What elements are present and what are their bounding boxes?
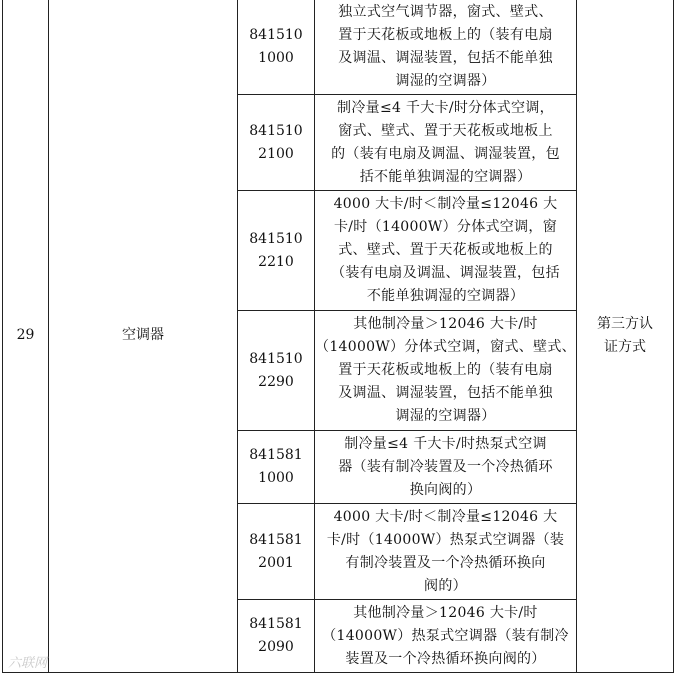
hs-code-cell: 841510 1000: [238, 0, 315, 95]
product-description-cell: 制冷量≤4 千大卡/时热泵式空调 器（装有制冷装置及一个冷热循环 换向阀的）: [315, 431, 577, 504]
hs-code-cell: 841581 2090: [238, 600, 315, 673]
hs-code-cell: 841510 2100: [238, 95, 315, 191]
product-description-cell: 4000 大卡/时＜制冷量≤12046 大 卡/时（14000W）热泵式空调器（装 有制冷装置及一个冷热循环换向 阀的）: [315, 504, 577, 600]
hs-code-cell: 841510 2210: [238, 191, 315, 311]
product-description-cell: 制冷量≤4 千大卡/时分体式空调， 窗式、壁式、置于天花板或地板上 的（装有电扇及调温、调湿装置，包 括不能单独调湿的空调器）: [315, 95, 577, 191]
product-description-cell: 其他制冷量＞12046 大卡/时 （14000W）分体式空调，窗式、壁式、 置于天花板或地板上的（装有电扇 及调温、调湿装置，包括不能单独 调湿的空调器）: [315, 311, 577, 431]
product-name-cell: 空调器: [49, 0, 238, 673]
product-description-cell: 其他制冷量＞12046 大卡/时 （14000W）热泵式空调器（装有制冷 装置及一个冷热循环换向阀的）: [315, 600, 577, 673]
product-description-cell: 独立式空气调节器，窗式、壁式、 置于天花板或地板上的（装有电扇 及调温、调湿装置，包括不能单独 调湿的空调器）: [315, 0, 577, 95]
certification-method-cell: 第三方认 证方式: [577, 0, 674, 673]
hs-code-cell: 841581 1000: [238, 431, 315, 504]
product-description-cell: 4000 大卡/时＜制冷量≤12046 大 卡/时（14000W）分体式空调，窗 式、壁式、置于天花板或地板上的 （装有电扇及调温、调湿装置，包括 不能单独调湿的空调器）: [315, 191, 577, 311]
regulation-table: [2, 0, 674, 673]
hs-code-cell: 841510 2290: [238, 311, 315, 431]
row-number-cell: 29: [3, 0, 49, 673]
hs-code-cell: 841581 2001: [238, 504, 315, 600]
table-row: [3, 0, 674, 95]
watermark: 六联网: [8, 656, 48, 671]
